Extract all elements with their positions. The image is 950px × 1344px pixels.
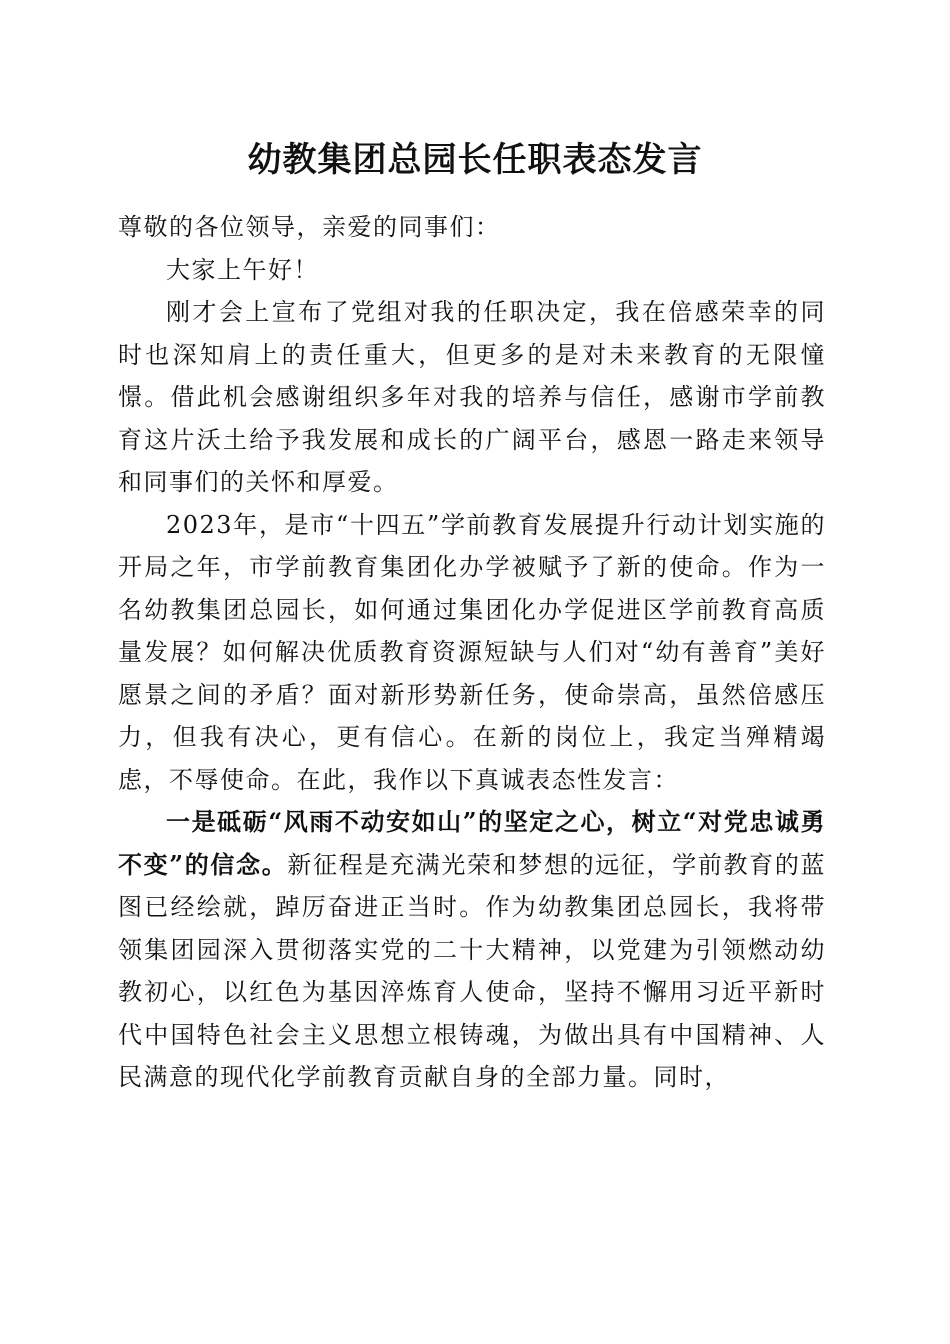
paragraph-commitment-one — [118, 801, 826, 1099]
greeting: 大家上午好！ — [166, 255, 319, 284]
paragraph-context: 2023年，是市“十四五”学前教育发展提升行动计划实施的开局之年，市学前教育集团化办学被赋予了新的使命。作为一名幼教集团总园长，如何通过集团化办学促进区学前教育高质量发展？如何解决优质教育资源短缺与人们对“幼有善育”美好愿景之间的矛盾？面对新形势新任务，使命崇高，虽然倍感压力，但我有决心，更有信心。在新的岗位上，我定当殚精竭虑，不辱使命。在此，我作以下真诚表态性发言： — [118, 510, 826, 794]
salutation: 尊敬的各位领导，亲爱的同事们： — [118, 213, 501, 241]
document-body — [118, 206, 826, 1099]
paragraph-appointment: 刚才会上宣布了党组对我的任职决定，我在倍感荣幸的同时也深知肩上的责任重大，但更多的是对未来教育的无限憧憬。借此机会感谢组织多年对我的培养与信任，感谢市学前教育这片沃土给予我发展和成长的广阔平台，感恩一路走来领导和同事们的关怀和厚爱。 — [118, 298, 826, 496]
page-title: 幼教集团总园长任职表态发言 — [247, 140, 703, 180]
commitment-one-body: 新征程是充满光荣和梦想的远征，学前教育的蓝图已经绘就，踔厉奋进正当时。作为幼教集团总园长，我将带领集团园深入贯彻落实党的二十大精神，以党建为引领燃动幼教初心，以红色为基因淬炼育人使命，坚持不懈用习近平新时代中国特色社会主义思想立根铸魂，为做出具有中国精神、人民满意的现代化学前教育贡献自身的全部力量。同时， — [118, 850, 826, 1091]
commitment-one-heading: 一是砥砺“风雨不动安如山”的坚定之心，树立“对党忠诚勇不变”的信念。 — [118, 807, 826, 879]
